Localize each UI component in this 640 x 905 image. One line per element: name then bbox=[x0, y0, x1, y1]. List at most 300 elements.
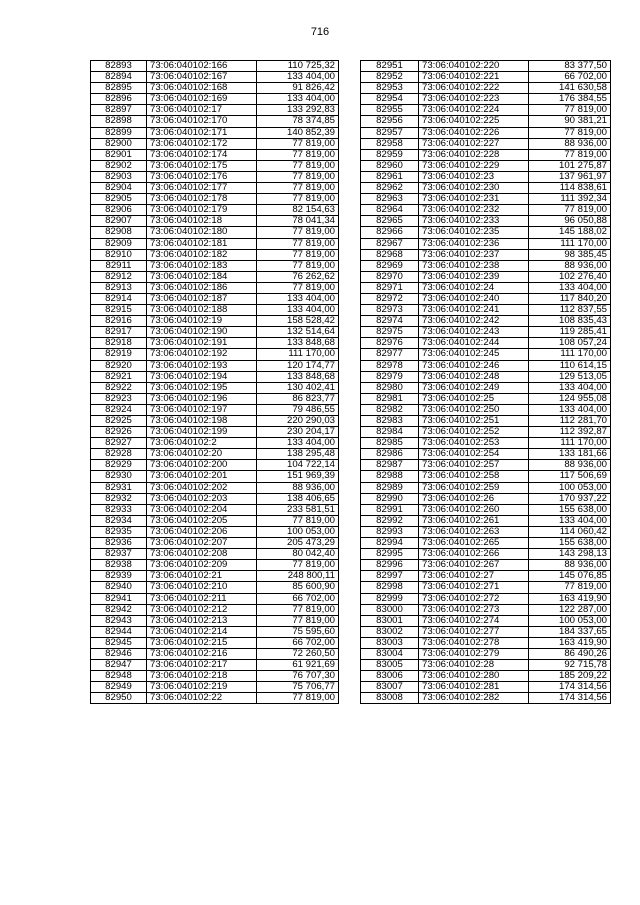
value-cell: 75 706,77 bbox=[257, 682, 339, 693]
row-number-cell: 82966 bbox=[361, 227, 419, 238]
row-number-cell: 82977 bbox=[361, 349, 419, 360]
row-number-cell: 82908 bbox=[91, 227, 147, 238]
row-number-cell: 82960 bbox=[361, 160, 419, 171]
value-cell: 82 154,63 bbox=[257, 205, 339, 216]
cadastral-number-cell: 73:06:040102:183 bbox=[147, 260, 257, 271]
row-number-cell: 82946 bbox=[91, 648, 147, 659]
value-cell: 133 404,00 bbox=[257, 305, 339, 316]
row-number-cell: 82972 bbox=[361, 293, 419, 304]
cadastral-number-cell: 73:06:040102:252 bbox=[419, 427, 529, 438]
table-row bbox=[361, 648, 611, 659]
value-cell: 77 819,00 bbox=[257, 160, 339, 171]
value-cell: 98 385,45 bbox=[529, 249, 611, 260]
value-cell: 61 921,69 bbox=[257, 660, 339, 671]
cadastral-number-cell: 73:06:040102:250 bbox=[419, 404, 529, 415]
value-cell: 112 281,70 bbox=[529, 416, 611, 427]
table-row bbox=[361, 538, 611, 549]
row-number-cell: 82956 bbox=[361, 116, 419, 127]
value-cell: 163 419,90 bbox=[529, 637, 611, 648]
value-cell: 77 819,00 bbox=[257, 227, 339, 238]
row-number-cell: 82971 bbox=[361, 282, 419, 293]
cadastral-number-cell: 73:06:040102:28 bbox=[419, 660, 529, 671]
value-cell: 133 404,00 bbox=[257, 94, 339, 105]
row-number-cell: 82945 bbox=[91, 637, 147, 648]
row-number-cell: 82903 bbox=[91, 171, 147, 182]
value-cell: 120 174,77 bbox=[257, 360, 339, 371]
table-row bbox=[361, 183, 611, 194]
row-number-cell: 83007 bbox=[361, 682, 419, 693]
right-table-body bbox=[361, 61, 611, 704]
table-row bbox=[91, 460, 339, 471]
cadastral-number-cell: 73:06:040102:211 bbox=[147, 593, 257, 604]
row-number-cell: 82894 bbox=[91, 72, 147, 83]
row-number-cell: 82915 bbox=[91, 305, 147, 316]
cadastral-number-cell: 73:06:040102:167 bbox=[147, 72, 257, 83]
cadastral-number-cell: 73:06:040102:190 bbox=[147, 327, 257, 338]
table-row bbox=[91, 271, 339, 282]
cadastral-number-cell: 73:06:040102:233 bbox=[419, 216, 529, 227]
value-cell: 111 170,00 bbox=[529, 238, 611, 249]
value-cell: 88 936,00 bbox=[529, 460, 611, 471]
table-row bbox=[91, 194, 339, 205]
row-number-cell: 82981 bbox=[361, 393, 419, 404]
value-cell: 77 819,00 bbox=[257, 260, 339, 271]
value-cell: 184 337,65 bbox=[529, 626, 611, 637]
value-cell: 77 819,00 bbox=[257, 149, 339, 160]
row-number-cell: 82899 bbox=[91, 127, 147, 138]
table-row bbox=[361, 216, 611, 227]
table-row bbox=[91, 105, 339, 116]
row-number-cell: 82901 bbox=[91, 149, 147, 160]
cadastral-number-cell: 73:06:040102:207 bbox=[147, 538, 257, 549]
row-number-cell: 82979 bbox=[361, 371, 419, 382]
table-row bbox=[361, 416, 611, 427]
value-cell: 174 314,56 bbox=[529, 682, 611, 693]
value-cell: 114 060,42 bbox=[529, 526, 611, 537]
cadastral-number-cell: 73:06:040102:282 bbox=[419, 693, 529, 704]
table-row bbox=[361, 249, 611, 260]
table-row bbox=[361, 171, 611, 182]
value-cell: 79 486,55 bbox=[257, 404, 339, 415]
row-number-cell: 82989 bbox=[361, 482, 419, 493]
table-row bbox=[361, 571, 611, 582]
value-cell: 133 404,00 bbox=[257, 293, 339, 304]
row-number-cell: 82941 bbox=[91, 593, 147, 604]
table-row bbox=[361, 660, 611, 671]
cadastral-number-cell: 73:06:040102:271 bbox=[419, 582, 529, 593]
cadastral-number-cell: 73:06:040102:267 bbox=[419, 560, 529, 571]
row-number-cell: 82896 bbox=[91, 94, 147, 105]
value-cell: 76 707,30 bbox=[257, 671, 339, 682]
table-row bbox=[91, 349, 339, 360]
table-row bbox=[91, 116, 339, 127]
row-number-cell: 82916 bbox=[91, 316, 147, 327]
table-row bbox=[361, 449, 611, 460]
value-cell: 66 702,00 bbox=[257, 593, 339, 604]
row-number-cell: 82924 bbox=[91, 404, 147, 415]
value-cell: 185 209,22 bbox=[529, 671, 611, 682]
table-row bbox=[361, 504, 611, 515]
cadastral-number-cell: 73:06:040102:26 bbox=[419, 493, 529, 504]
row-number-cell: 82914 bbox=[91, 293, 147, 304]
row-number-cell: 82983 bbox=[361, 416, 419, 427]
value-cell: 133 404,00 bbox=[529, 282, 611, 293]
cadastral-number-cell: 73:06:040102:254 bbox=[419, 449, 529, 460]
cadastral-number-cell: 73:06:040102:208 bbox=[147, 549, 257, 560]
table-row bbox=[91, 393, 339, 404]
value-cell: 72 260,50 bbox=[257, 648, 339, 659]
value-cell: 100 053,00 bbox=[529, 615, 611, 626]
cadastral-number-cell: 73:06:040102:231 bbox=[419, 194, 529, 205]
value-cell: 108 835,43 bbox=[529, 316, 611, 327]
row-number-cell: 82953 bbox=[361, 83, 419, 94]
row-number-cell: 82940 bbox=[91, 582, 147, 593]
table-row bbox=[91, 493, 339, 504]
table-row bbox=[91, 571, 339, 582]
cadastral-number-cell: 73:06:040102:258 bbox=[419, 471, 529, 482]
row-number-cell: 82910 bbox=[91, 249, 147, 260]
value-cell: 100 053,00 bbox=[257, 526, 339, 537]
value-cell: 117 840,20 bbox=[529, 293, 611, 304]
cadastral-number-cell: 73:06:040102:237 bbox=[419, 249, 529, 260]
cadastral-number-cell: 73:06:040102:200 bbox=[147, 460, 257, 471]
value-cell: 111 170,00 bbox=[529, 349, 611, 360]
row-number-cell: 82937 bbox=[91, 549, 147, 560]
cadastral-number-cell: 73:06:040102:263 bbox=[419, 526, 529, 537]
row-number-cell: 82897 bbox=[91, 105, 147, 116]
left-table-body bbox=[91, 61, 339, 704]
value-cell: 77 819,00 bbox=[257, 183, 339, 194]
table-row bbox=[361, 582, 611, 593]
row-number-cell: 82951 bbox=[361, 61, 419, 72]
cadastral-number-cell: 73:06:040102:265 bbox=[419, 538, 529, 549]
row-number-cell: 82949 bbox=[91, 682, 147, 693]
page-number: 716 bbox=[310, 26, 330, 38]
cadastral-number-cell: 73:06:040102:204 bbox=[147, 504, 257, 515]
table-row bbox=[91, 615, 339, 626]
row-number-cell: 82967 bbox=[361, 238, 419, 249]
value-cell: 138 406,65 bbox=[257, 493, 339, 504]
value-cell: 230 204,17 bbox=[257, 427, 339, 438]
row-number-cell: 82969 bbox=[361, 260, 419, 271]
value-cell: 100 053,00 bbox=[529, 482, 611, 493]
table-row bbox=[91, 582, 339, 593]
cadastral-number-cell: 73:06:040102:229 bbox=[419, 160, 529, 171]
row-number-cell: 82906 bbox=[91, 205, 147, 216]
value-cell: 133 404,00 bbox=[529, 515, 611, 526]
value-cell: 133 404,00 bbox=[529, 404, 611, 415]
row-number-cell: 82923 bbox=[91, 393, 147, 404]
row-number-cell: 82964 bbox=[361, 205, 419, 216]
row-number-cell: 83000 bbox=[361, 604, 419, 615]
cadastral-number-cell: 73:06:040102:243 bbox=[419, 327, 529, 338]
table-row bbox=[91, 160, 339, 171]
value-cell: 77 819,00 bbox=[257, 194, 339, 205]
table-row bbox=[361, 682, 611, 693]
row-number-cell: 82962 bbox=[361, 183, 419, 194]
value-cell: 88 936,00 bbox=[529, 560, 611, 571]
row-number-cell: 82931 bbox=[91, 482, 147, 493]
cadastral-number-cell: 73:06:040102:238 bbox=[419, 260, 529, 271]
value-cell: 83 377,50 bbox=[529, 61, 611, 72]
value-cell: 77 819,00 bbox=[257, 604, 339, 615]
value-cell: 90 381,21 bbox=[529, 116, 611, 127]
table-row bbox=[361, 83, 611, 94]
cadastral-number-cell: 73:06:040102:201 bbox=[147, 471, 257, 482]
table-row bbox=[91, 471, 339, 482]
row-number-cell: 83006 bbox=[361, 671, 419, 682]
cadastral-number-cell: 73:06:040102:251 bbox=[419, 416, 529, 427]
row-number-cell: 82982 bbox=[361, 404, 419, 415]
table-row bbox=[91, 482, 339, 493]
row-number-cell: 82988 bbox=[361, 471, 419, 482]
cadastral-number-cell: 73:06:040102:273 bbox=[419, 604, 529, 615]
table-row bbox=[361, 282, 611, 293]
cadastral-number-cell: 73:06:040102:195 bbox=[147, 382, 257, 393]
cadastral-number-cell: 73:06:040102:171 bbox=[147, 127, 257, 138]
row-number-cell: 82990 bbox=[361, 493, 419, 504]
value-cell: 129 513,05 bbox=[529, 371, 611, 382]
row-number-cell: 82930 bbox=[91, 471, 147, 482]
table-row bbox=[361, 316, 611, 327]
value-cell: 132 514,64 bbox=[257, 327, 339, 338]
cadastral-number-cell: 73:06:040102:235 bbox=[419, 227, 529, 238]
value-cell: 104 722,14 bbox=[257, 460, 339, 471]
cadastral-number-cell: 73:06:040102:176 bbox=[147, 171, 257, 182]
row-number-cell: 82919 bbox=[91, 349, 147, 360]
value-cell: 78 374,85 bbox=[257, 116, 339, 127]
row-number-cell: 83001 bbox=[361, 615, 419, 626]
row-number-cell: 82986 bbox=[361, 449, 419, 460]
table-row bbox=[361, 72, 611, 83]
cadastral-number-cell: 73:06:040102:216 bbox=[147, 648, 257, 659]
cadastral-number-cell: 73:06:040102:259 bbox=[419, 482, 529, 493]
value-cell: 77 819,00 bbox=[257, 171, 339, 182]
value-cell: 75 595,60 bbox=[257, 626, 339, 637]
cadastral-number-cell: 73:06:040102:187 bbox=[147, 293, 257, 304]
table-row bbox=[361, 260, 611, 271]
cadastral-number-cell: 73:06:040102:219 bbox=[147, 682, 257, 693]
cadastral-number-cell: 73:06:040102:239 bbox=[419, 271, 529, 282]
cadastral-number-cell: 73:06:040102:196 bbox=[147, 393, 257, 404]
cadastral-number-cell: 73:06:040102:266 bbox=[419, 549, 529, 560]
row-number-cell: 82933 bbox=[91, 504, 147, 515]
value-cell: 133 404,00 bbox=[257, 438, 339, 449]
row-number-cell: 82980 bbox=[361, 382, 419, 393]
cadastral-number-cell: 73:06:040102:214 bbox=[147, 626, 257, 637]
cadastral-number-cell: 73:06:040102:277 bbox=[419, 626, 529, 637]
cadastral-number-cell: 73:06:040102:210 bbox=[147, 582, 257, 593]
table-row bbox=[361, 526, 611, 537]
value-cell: 174 314,56 bbox=[529, 693, 611, 704]
value-cell: 66 702,00 bbox=[529, 72, 611, 83]
table-row bbox=[361, 693, 611, 704]
cadastral-number-cell: 73:06:040102:228 bbox=[419, 149, 529, 160]
table-row bbox=[91, 371, 339, 382]
cadastral-number-cell: 73:06:040102:25 bbox=[419, 393, 529, 404]
cadastral-number-cell: 73:06:040102:220 bbox=[419, 61, 529, 72]
row-number-cell: 82912 bbox=[91, 271, 147, 282]
cadastral-number-cell: 73:06:040102:245 bbox=[419, 349, 529, 360]
value-cell: 133 848,68 bbox=[257, 371, 339, 382]
value-cell: 77 819,00 bbox=[257, 560, 339, 571]
cadastral-number-cell: 73:06:040102:246 bbox=[419, 360, 529, 371]
table-row bbox=[361, 238, 611, 249]
table-row bbox=[91, 560, 339, 571]
value-cell: 101 275,87 bbox=[529, 160, 611, 171]
row-number-cell: 82927 bbox=[91, 438, 147, 449]
table-row bbox=[361, 305, 611, 316]
row-number-cell: 82935 bbox=[91, 526, 147, 537]
row-number-cell: 82913 bbox=[91, 282, 147, 293]
cadastral-number-cell: 73:06:040102:19 bbox=[147, 316, 257, 327]
value-cell: 108 057,24 bbox=[529, 338, 611, 349]
row-number-cell: 82918 bbox=[91, 338, 147, 349]
cadastral-number-cell: 73:06:040102:205 bbox=[147, 515, 257, 526]
row-number-cell: 82904 bbox=[91, 183, 147, 194]
value-cell: 77 819,00 bbox=[257, 249, 339, 260]
value-cell: 170 937,22 bbox=[529, 493, 611, 504]
value-cell: 138 295,48 bbox=[257, 449, 339, 460]
row-number-cell: 83003 bbox=[361, 637, 419, 648]
table-row bbox=[361, 626, 611, 637]
row-number-cell: 82929 bbox=[91, 460, 147, 471]
cadastral-number-cell: 73:06:040102:206 bbox=[147, 526, 257, 537]
table-row bbox=[91, 227, 339, 238]
table-row bbox=[91, 305, 339, 316]
cadastral-number-cell: 73:06:040102:192 bbox=[147, 349, 257, 360]
cadastral-number-cell: 73:06:040102:172 bbox=[147, 138, 257, 149]
table-row bbox=[91, 637, 339, 648]
value-cell: 155 638,00 bbox=[529, 504, 611, 515]
value-cell: 248 800,11 bbox=[257, 571, 339, 582]
value-cell: 117 506,69 bbox=[529, 471, 611, 482]
table-row bbox=[91, 260, 339, 271]
table-row bbox=[361, 604, 611, 615]
cadastral-number-cell: 73:06:040102:197 bbox=[147, 404, 257, 415]
value-cell: 143 298,13 bbox=[529, 549, 611, 560]
cadastral-number-cell: 73:06:040102:2 bbox=[147, 438, 257, 449]
table-row bbox=[91, 626, 339, 637]
row-number-cell: 82955 bbox=[361, 105, 419, 116]
table-row bbox=[361, 493, 611, 504]
table-row bbox=[361, 227, 611, 238]
table-row bbox=[91, 593, 339, 604]
row-number-cell: 82926 bbox=[91, 427, 147, 438]
cadastral-number-cell: 73:06:040102:212 bbox=[147, 604, 257, 615]
value-cell: 102 276,40 bbox=[529, 271, 611, 282]
table-row bbox=[361, 637, 611, 648]
cadastral-number-cell: 73:06:040102:242 bbox=[419, 316, 529, 327]
table-row bbox=[91, 282, 339, 293]
row-number-cell: 82893 bbox=[91, 61, 147, 72]
table-row bbox=[91, 293, 339, 304]
cadastral-number-cell: 73:06:040102:27 bbox=[419, 571, 529, 582]
cadastral-number-cell: 73:06:040102:17 bbox=[147, 105, 257, 116]
cadastral-number-cell: 73:06:040102:225 bbox=[419, 116, 529, 127]
row-number-cell: 82907 bbox=[91, 216, 147, 227]
table-row bbox=[361, 593, 611, 604]
table-row bbox=[361, 438, 611, 449]
row-number-cell: 82905 bbox=[91, 194, 147, 205]
row-number-cell: 82942 bbox=[91, 604, 147, 615]
table-row bbox=[91, 171, 339, 182]
cadastral-number-cell: 73:06:040102:23 bbox=[419, 171, 529, 182]
cadastral-number-cell: 73:06:040102:198 bbox=[147, 416, 257, 427]
table-row bbox=[91, 138, 339, 149]
cadastral-number-cell: 73:06:040102:257 bbox=[419, 460, 529, 471]
row-number-cell: 83005 bbox=[361, 660, 419, 671]
cadastral-number-cell: 73:06:040102:248 bbox=[419, 371, 529, 382]
cadastral-number-cell: 73:06:040102:281 bbox=[419, 682, 529, 693]
value-cell: 86 823,77 bbox=[257, 393, 339, 404]
cadastral-number-cell: 73:06:040102:226 bbox=[419, 127, 529, 138]
cadastral-number-cell: 73:06:040102:179 bbox=[147, 205, 257, 216]
row-number-cell: 82920 bbox=[91, 360, 147, 371]
value-cell: 158 528,42 bbox=[257, 316, 339, 327]
table-row bbox=[91, 648, 339, 659]
cadastral-number-cell: 73:06:040102:280 bbox=[419, 671, 529, 682]
cadastral-number-cell: 73:06:040102:222 bbox=[419, 83, 529, 94]
table-row bbox=[91, 682, 339, 693]
table-row bbox=[91, 427, 339, 438]
table-row bbox=[91, 604, 339, 615]
value-cell: 114 838,61 bbox=[529, 183, 611, 194]
row-number-cell: 82970 bbox=[361, 271, 419, 282]
row-number-cell: 83002 bbox=[361, 626, 419, 637]
table-row bbox=[91, 205, 339, 216]
cadastral-number-cell: 73:06:040102:240 bbox=[419, 293, 529, 304]
table-row bbox=[91, 449, 339, 460]
table-row bbox=[91, 416, 339, 427]
row-number-cell: 82932 bbox=[91, 493, 147, 504]
cadastral-number-cell: 73:06:040102:24 bbox=[419, 282, 529, 293]
table-row bbox=[361, 138, 611, 149]
table-row bbox=[91, 693, 339, 704]
cadastral-number-cell: 73:06:040102:168 bbox=[147, 83, 257, 94]
row-number-cell: 82993 bbox=[361, 526, 419, 537]
value-cell: 88 936,00 bbox=[529, 138, 611, 149]
table-row bbox=[361, 116, 611, 127]
cadastral-number-cell: 73:06:040102:186 bbox=[147, 282, 257, 293]
value-cell: 119 285,41 bbox=[529, 327, 611, 338]
cadastral-number-cell: 73:06:040102:170 bbox=[147, 116, 257, 127]
value-cell: 141 630,58 bbox=[529, 83, 611, 94]
table-row bbox=[91, 538, 339, 549]
table-row bbox=[91, 72, 339, 83]
cadastral-number-cell: 73:06:040102:18 bbox=[147, 216, 257, 227]
row-number-cell: 82952 bbox=[361, 72, 419, 83]
table-row bbox=[361, 393, 611, 404]
row-number-cell: 82936 bbox=[91, 538, 147, 549]
value-cell: 77 819,00 bbox=[257, 515, 339, 526]
value-cell: 233 581,51 bbox=[257, 504, 339, 515]
value-cell: 133 181,66 bbox=[529, 449, 611, 460]
cadastral-number-cell: 73:06:040102:194 bbox=[147, 371, 257, 382]
value-cell: 77 819,00 bbox=[257, 238, 339, 249]
table-row bbox=[91, 671, 339, 682]
table-row bbox=[91, 660, 339, 671]
row-number-cell: 82968 bbox=[361, 249, 419, 260]
table-row bbox=[91, 338, 339, 349]
cadastral-number-cell: 73:06:040102:203 bbox=[147, 493, 257, 504]
row-number-cell: 82959 bbox=[361, 149, 419, 160]
value-cell: 111 170,00 bbox=[257, 349, 339, 360]
table-row bbox=[361, 105, 611, 116]
row-number-cell: 83008 bbox=[361, 693, 419, 704]
cadastral-number-cell: 73:06:040102:261 bbox=[419, 515, 529, 526]
table-row bbox=[361, 149, 611, 160]
